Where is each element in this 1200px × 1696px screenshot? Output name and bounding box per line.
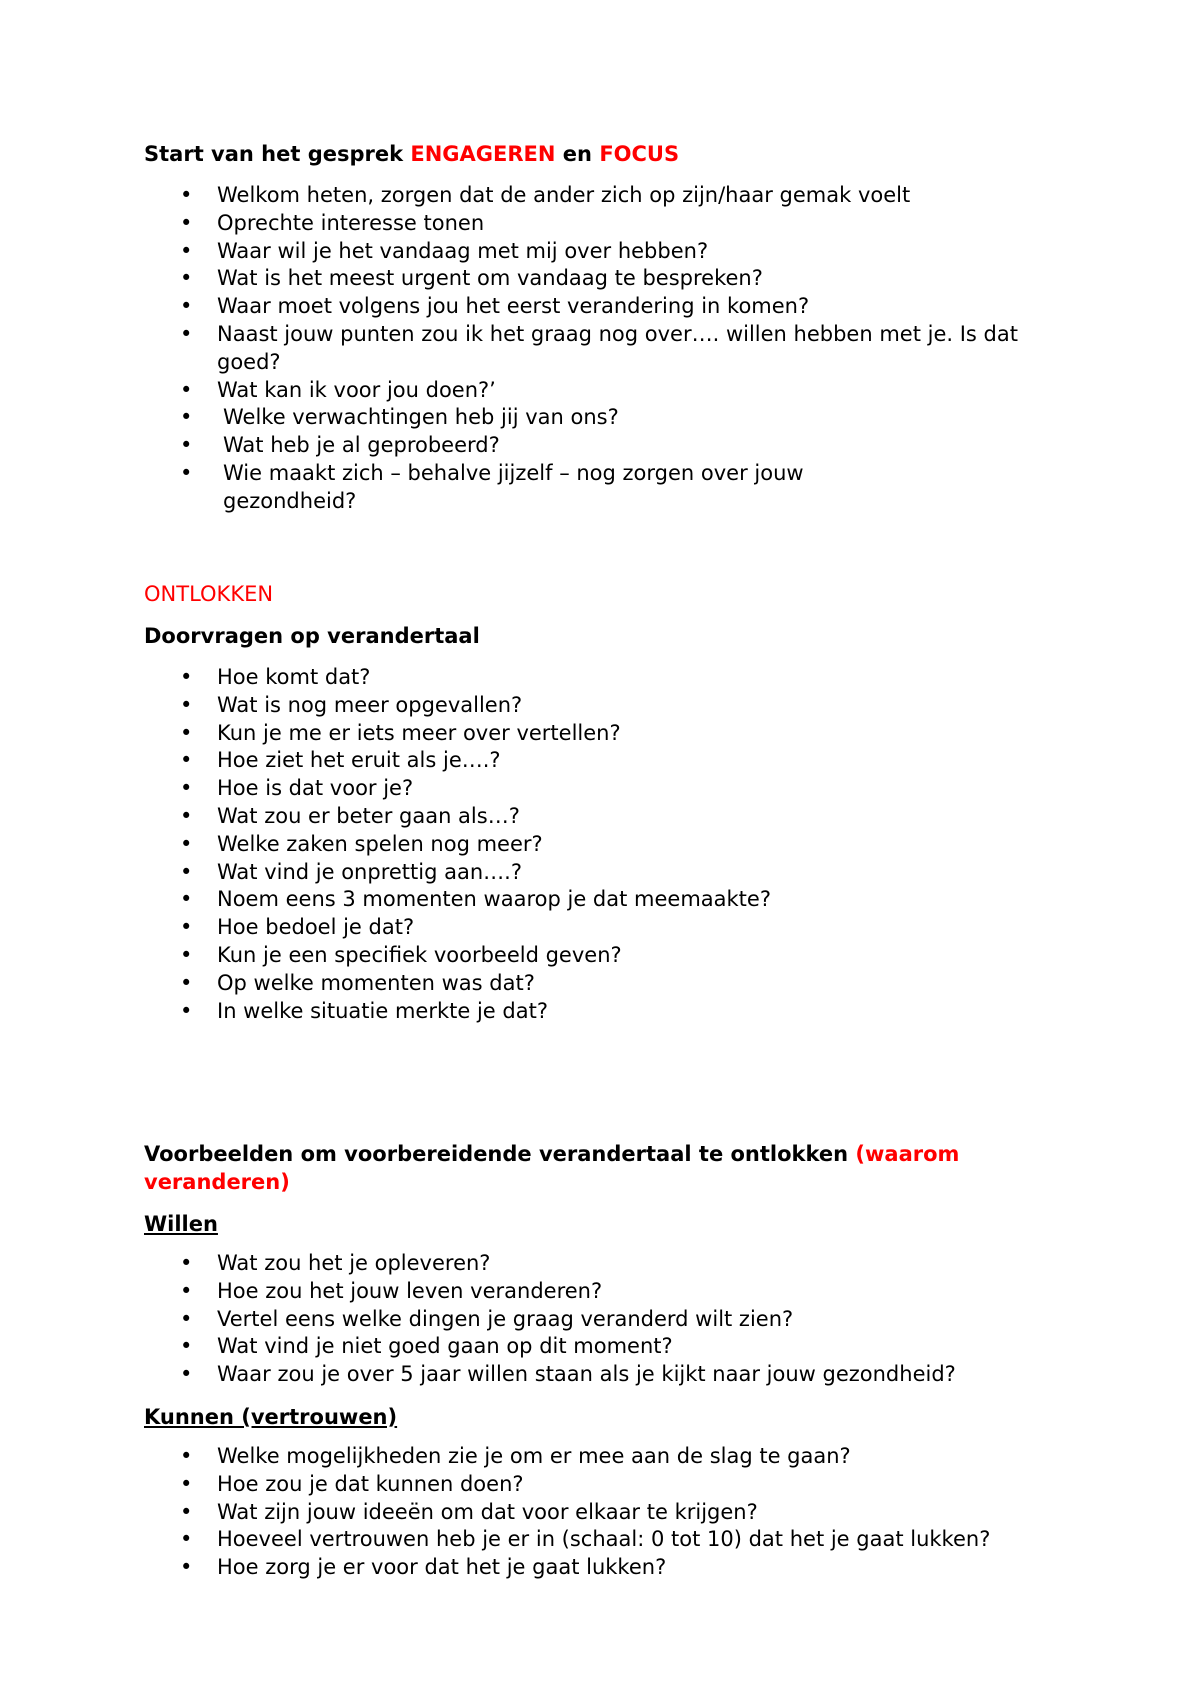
section-ontlokken: [144, 580, 1054, 1025]
list-item-text: Wat zijn jouw ideeën om dat voor elkaar te krijgen?: [217, 1499, 758, 1524]
list-item: [144, 970, 1054, 998]
list-item: [144, 293, 1054, 321]
bullet-icon: •: [180, 210, 193, 235]
section-voorbeelden: [144, 1140, 1054, 1582]
list-item: [144, 859, 1054, 887]
bullet-icon: •: [180, 1306, 193, 1331]
bullet-icon: •: [180, 887, 193, 912]
subsection-title-kunnen: Kunnen (vertrouwen): [144, 1404, 398, 1429]
bullet-icon: •: [180, 183, 193, 207]
bullet-icon: •: [180, 460, 193, 485]
list-item-text: Wat is nog meer opgevallen?: [217, 692, 523, 717]
list-item-text: Wat zou het je opleveren?: [217, 1251, 491, 1275]
list-item-text: Vertel eens welke dingen je graag veranderd wilt zien?: [217, 1306, 794, 1331]
list-item: [144, 1333, 1054, 1361]
list-item-text: Wat zou er beter gaan als…?: [217, 803, 520, 828]
list-item: [144, 1278, 1054, 1306]
list-item: [144, 1526, 1054, 1554]
bullet-icon: •: [180, 1443, 193, 1468]
list-item-text: Kun je een specifiek voorbeeld geven?: [217, 942, 622, 967]
list-item: [144, 210, 1054, 238]
list-item-text: Waar moet volgens jou het eerst verandering in komen?: [217, 294, 810, 319]
list-item: [144, 265, 1054, 293]
bullet-icon: •: [180, 998, 193, 1023]
bullet-icon: •: [180, 776, 193, 801]
list-item: [144, 886, 1054, 914]
list-item: [144, 460, 1054, 516]
bullet-icon: •: [180, 748, 193, 773]
list-item: [144, 432, 1054, 460]
list-item-text: Wat is het meest urgent om vandaag te bespreken?: [217, 266, 763, 291]
list-item: [144, 747, 1054, 775]
list-item-text: Hoe is dat voor je?: [217, 776, 414, 801]
bullet-icon: •: [180, 1278, 193, 1303]
bullet-icon: •: [180, 238, 193, 263]
bullet-icon: •: [180, 321, 193, 346]
list-item-text: Kun je me er iets meer over vertellen?: [217, 720, 621, 745]
bullet-icon: •: [180, 915, 193, 940]
section-title: Start van het gesprek ENGAGEREN en FOCUS: [144, 142, 680, 166]
list-item-text: Hoe zou je dat kunnen doen?: [217, 1471, 524, 1496]
list-item-text: Waar zou je over 5 jaar willen staan als je kijkt naar jouw gezondheid?: [217, 1362, 956, 1387]
bullet-icon: •: [180, 942, 193, 967]
list-item-text: Hoeveel vertrouwen heb je er in (schaal: 0 tot 10) dat het je gaat lukken?: [217, 1527, 991, 1552]
list-item: [144, 1554, 1054, 1582]
list-item: [144, 1306, 1054, 1334]
list-item-text: Wat kan ik voor jou doen?’: [217, 377, 496, 402]
question-list-willen: [144, 1250, 1054, 1389]
list-item: [144, 1471, 1054, 1499]
list-item: [144, 377, 1054, 405]
bullet-icon: •: [180, 692, 193, 717]
bullet-icon: •: [180, 1362, 193, 1387]
bullet-icon: •: [180, 433, 193, 458]
list-item: [144, 1250, 1054, 1278]
list-item-text: Wie maakt zich – behalve jijzelf – nog zorgen over jouw gezondheid?: [223, 460, 804, 513]
bullet-icon: •: [180, 803, 193, 828]
bullet-icon: •: [180, 831, 193, 856]
list-item: [144, 914, 1054, 942]
bullet-icon: •: [180, 1334, 193, 1359]
list-item-text: Hoe bedoel je dat?: [217, 915, 415, 940]
list-item-text: Hoe zorg je er voor dat het je gaat lukken?: [217, 1555, 667, 1580]
list-item-text: Oprechte interesse tonen: [217, 210, 485, 235]
list-item-text: Welke mogelijkheden zie je om er mee aan de slag te gaan?: [217, 1443, 851, 1468]
bullet-icon: •: [180, 294, 193, 319]
bullet-icon: •: [180, 1527, 193, 1552]
list-item: [144, 664, 1054, 692]
list-item-text: Waar wil je het vandaag met mij over hebben?: [217, 238, 709, 263]
list-item-text: Welkom heten, zorgen dat de ander zich op zijn/haar gemak voelt: [217, 183, 911, 207]
bullet-icon: •: [180, 665, 193, 689]
section-title: Voorbeelden om voorbereidende verandertaal te ontlokken (waarom veranderen): [144, 1142, 960, 1194]
list-item-text: Welke verwachtingen heb jij van ons?: [223, 405, 619, 430]
bullet-icon: •: [180, 405, 193, 430]
list-item: [144, 1361, 1054, 1389]
list-item-text: Wat heb je al geprobeerd?: [223, 433, 500, 458]
bullet-icon: •: [180, 720, 193, 745]
bullet-icon: •: [180, 970, 193, 995]
bullet-icon: •: [180, 1555, 193, 1580]
list-item-text: Hoe zou het jouw leven veranderen?: [217, 1278, 603, 1303]
section-subtitle: Doorvragen op verandertaal: [144, 624, 480, 648]
list-item-text: Op welke momenten was dat?: [217, 970, 535, 995]
list-item-text: Wat vind je onprettig aan….?: [217, 859, 522, 884]
list-item: [144, 404, 1054, 432]
bullet-icon: •: [180, 1471, 193, 1496]
subsection-title-willen: Willen: [144, 1212, 218, 1236]
section-title: ONTLOKKEN: [144, 582, 274, 606]
list-item: [144, 1499, 1054, 1527]
question-list: [144, 664, 1054, 1025]
list-item-text: Hoe komt dat?: [217, 665, 371, 689]
list-item-text: Noem eens 3 momenten waarop je dat meemaakte?: [217, 887, 771, 912]
list-item: [144, 775, 1054, 803]
list-item: [144, 238, 1054, 266]
list-item-text: Welke zaken spelen nog meer?: [217, 831, 543, 856]
list-item-text: Wat vind je niet goed gaan op dit moment?: [217, 1334, 673, 1359]
list-item: [144, 831, 1054, 859]
section-engageren: [144, 140, 1054, 516]
question-list: [144, 182, 1054, 516]
list-item-text: Naast jouw punten zou ik het graag nog over…. willen hebben met je. Is dat goed?: [217, 321, 1018, 374]
bullet-icon: •: [180, 1251, 193, 1275]
list-item-text: In welke situatie merkte je dat?: [217, 998, 548, 1023]
bullet-icon: •: [180, 266, 193, 291]
bullet-icon: •: [180, 377, 193, 402]
bullet-icon: •: [180, 859, 193, 884]
list-item: [144, 998, 1054, 1026]
list-item: [144, 720, 1054, 748]
bullet-icon: •: [180, 1499, 193, 1524]
list-item: [144, 321, 1054, 377]
list-item: [144, 692, 1054, 720]
list-item: [144, 1443, 1054, 1471]
question-list-kunnen: [144, 1443, 1054, 1582]
list-item: [144, 182, 1054, 210]
list-item: [144, 942, 1054, 970]
list-item: [144, 803, 1054, 831]
list-item-text: Hoe ziet het eruit als je….?: [217, 748, 501, 773]
